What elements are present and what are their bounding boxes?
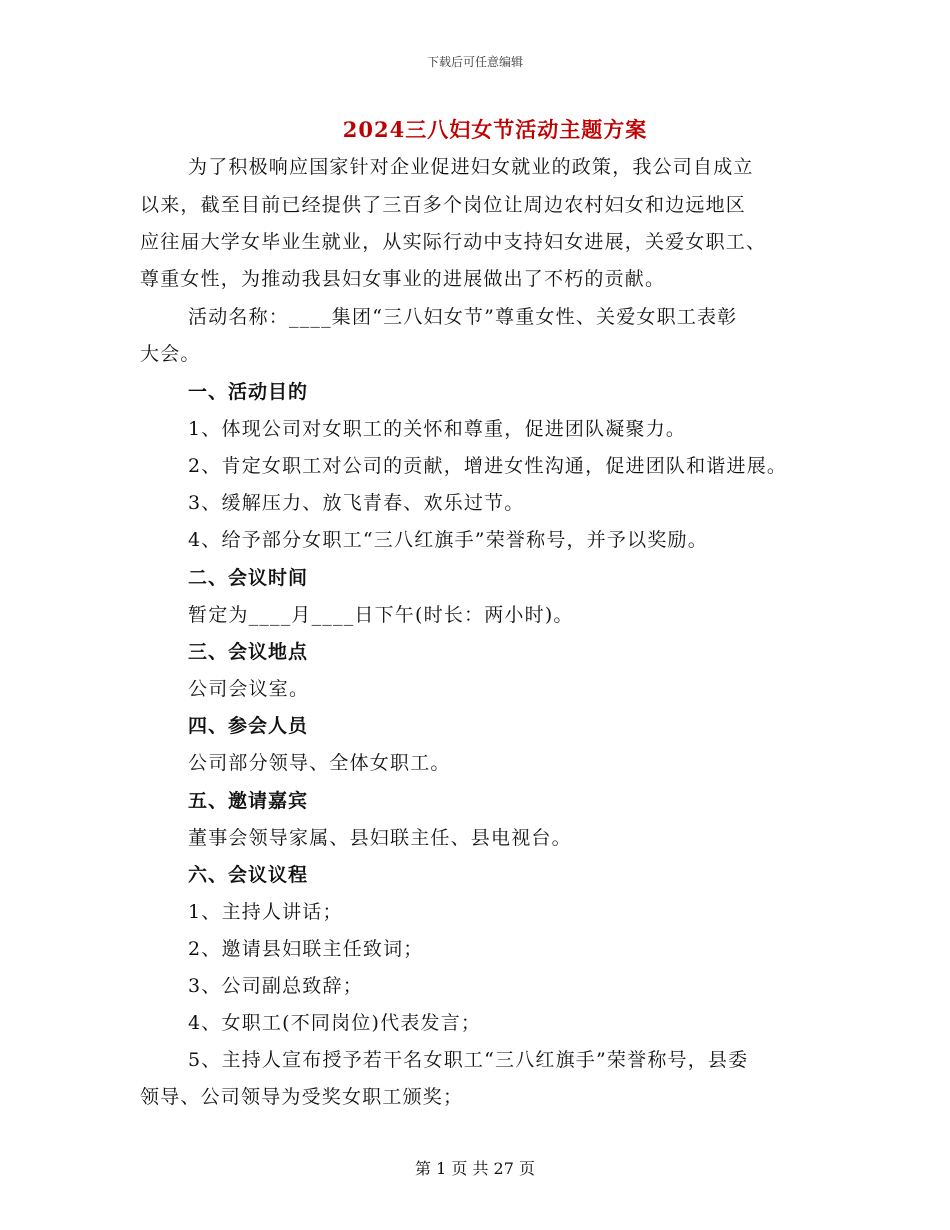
section-text-guests: 董事会领导家属、县妇联主任、县电视台。 — [188, 827, 572, 849]
document-title: 2024三八妇女节活动主题方案 — [342, 117, 648, 142]
section-heading-agenda: 六、会议议程 — [188, 864, 309, 886]
section-text-time: 暂定为____月____日下午(时长：两小时)。 — [188, 604, 574, 626]
section-heading-place: 三、会议地点 — [188, 641, 309, 663]
list-item: 4、女职工(不同岗位)代表发言； — [188, 1012, 482, 1034]
section-heading-attendees: 四、参会人员 — [188, 715, 309, 737]
section-text-place: 公司会议室。 — [188, 678, 310, 700]
list-item: 1、主持人讲话； — [188, 901, 343, 923]
list-item: 3、缓解压力、放飞青春、欢乐过节。 — [188, 492, 525, 514]
list-item: 3、公司副总致辞； — [188, 975, 363, 997]
list-item: 4、给予部分女职工“三八红旗手”荣誉称号，并予以奖励。 — [188, 529, 708, 551]
section-heading-time: 二、会议时间 — [188, 567, 309, 589]
intro-line: 以来，截至目前已经提供了三百多个岗位让周边农村妇女和边远地区 — [140, 194, 747, 216]
page-number: 第 1 页 共 27 页 — [415, 1159, 535, 1178]
intro-line: 尊重女性，为推动我县妇女事业的进展做出了不朽的贡献。 — [140, 268, 666, 290]
section-heading-purpose: 一、活动目的 — [188, 381, 309, 403]
header-note: 下载后可任意编辑 — [426, 55, 523, 69]
list-item: 1、体现公司对女职工的关怀和尊重，促进团队凝聚力。 — [188, 418, 687, 440]
intro-line: 为了积极响应国家针对企业促进妇女就业的政策，我公司自成立 — [188, 156, 754, 178]
intro-line: 应往届大学女毕业生就业，从实际行动中支持妇女进展，关爱女职工、 — [140, 231, 767, 253]
list-item: 5、主持人宣布授予若干名女职工“三八红旗手”荣誉称号，县委 — [188, 1049, 749, 1071]
section-text-attendees: 公司部分领导、全体女职工。 — [188, 752, 451, 774]
list-item: 2、邀请县妇联主任致词； — [188, 938, 424, 960]
section-heading-guests: 五、邀请嘉宾 — [188, 790, 309, 812]
activity-name-line: 活动名称：____集团“三八妇女节”尊重女性、关爱女职工表彰 — [188, 306, 738, 328]
list-item: 2、肯定女职工对公司的贡献，增进女性沟通，促进团队和谐进展。 — [188, 455, 788, 477]
list-item: 领导、公司领导为受奖女职工颁奖； — [140, 1086, 464, 1108]
activity-name-line: 大会。 — [140, 343, 201, 365]
